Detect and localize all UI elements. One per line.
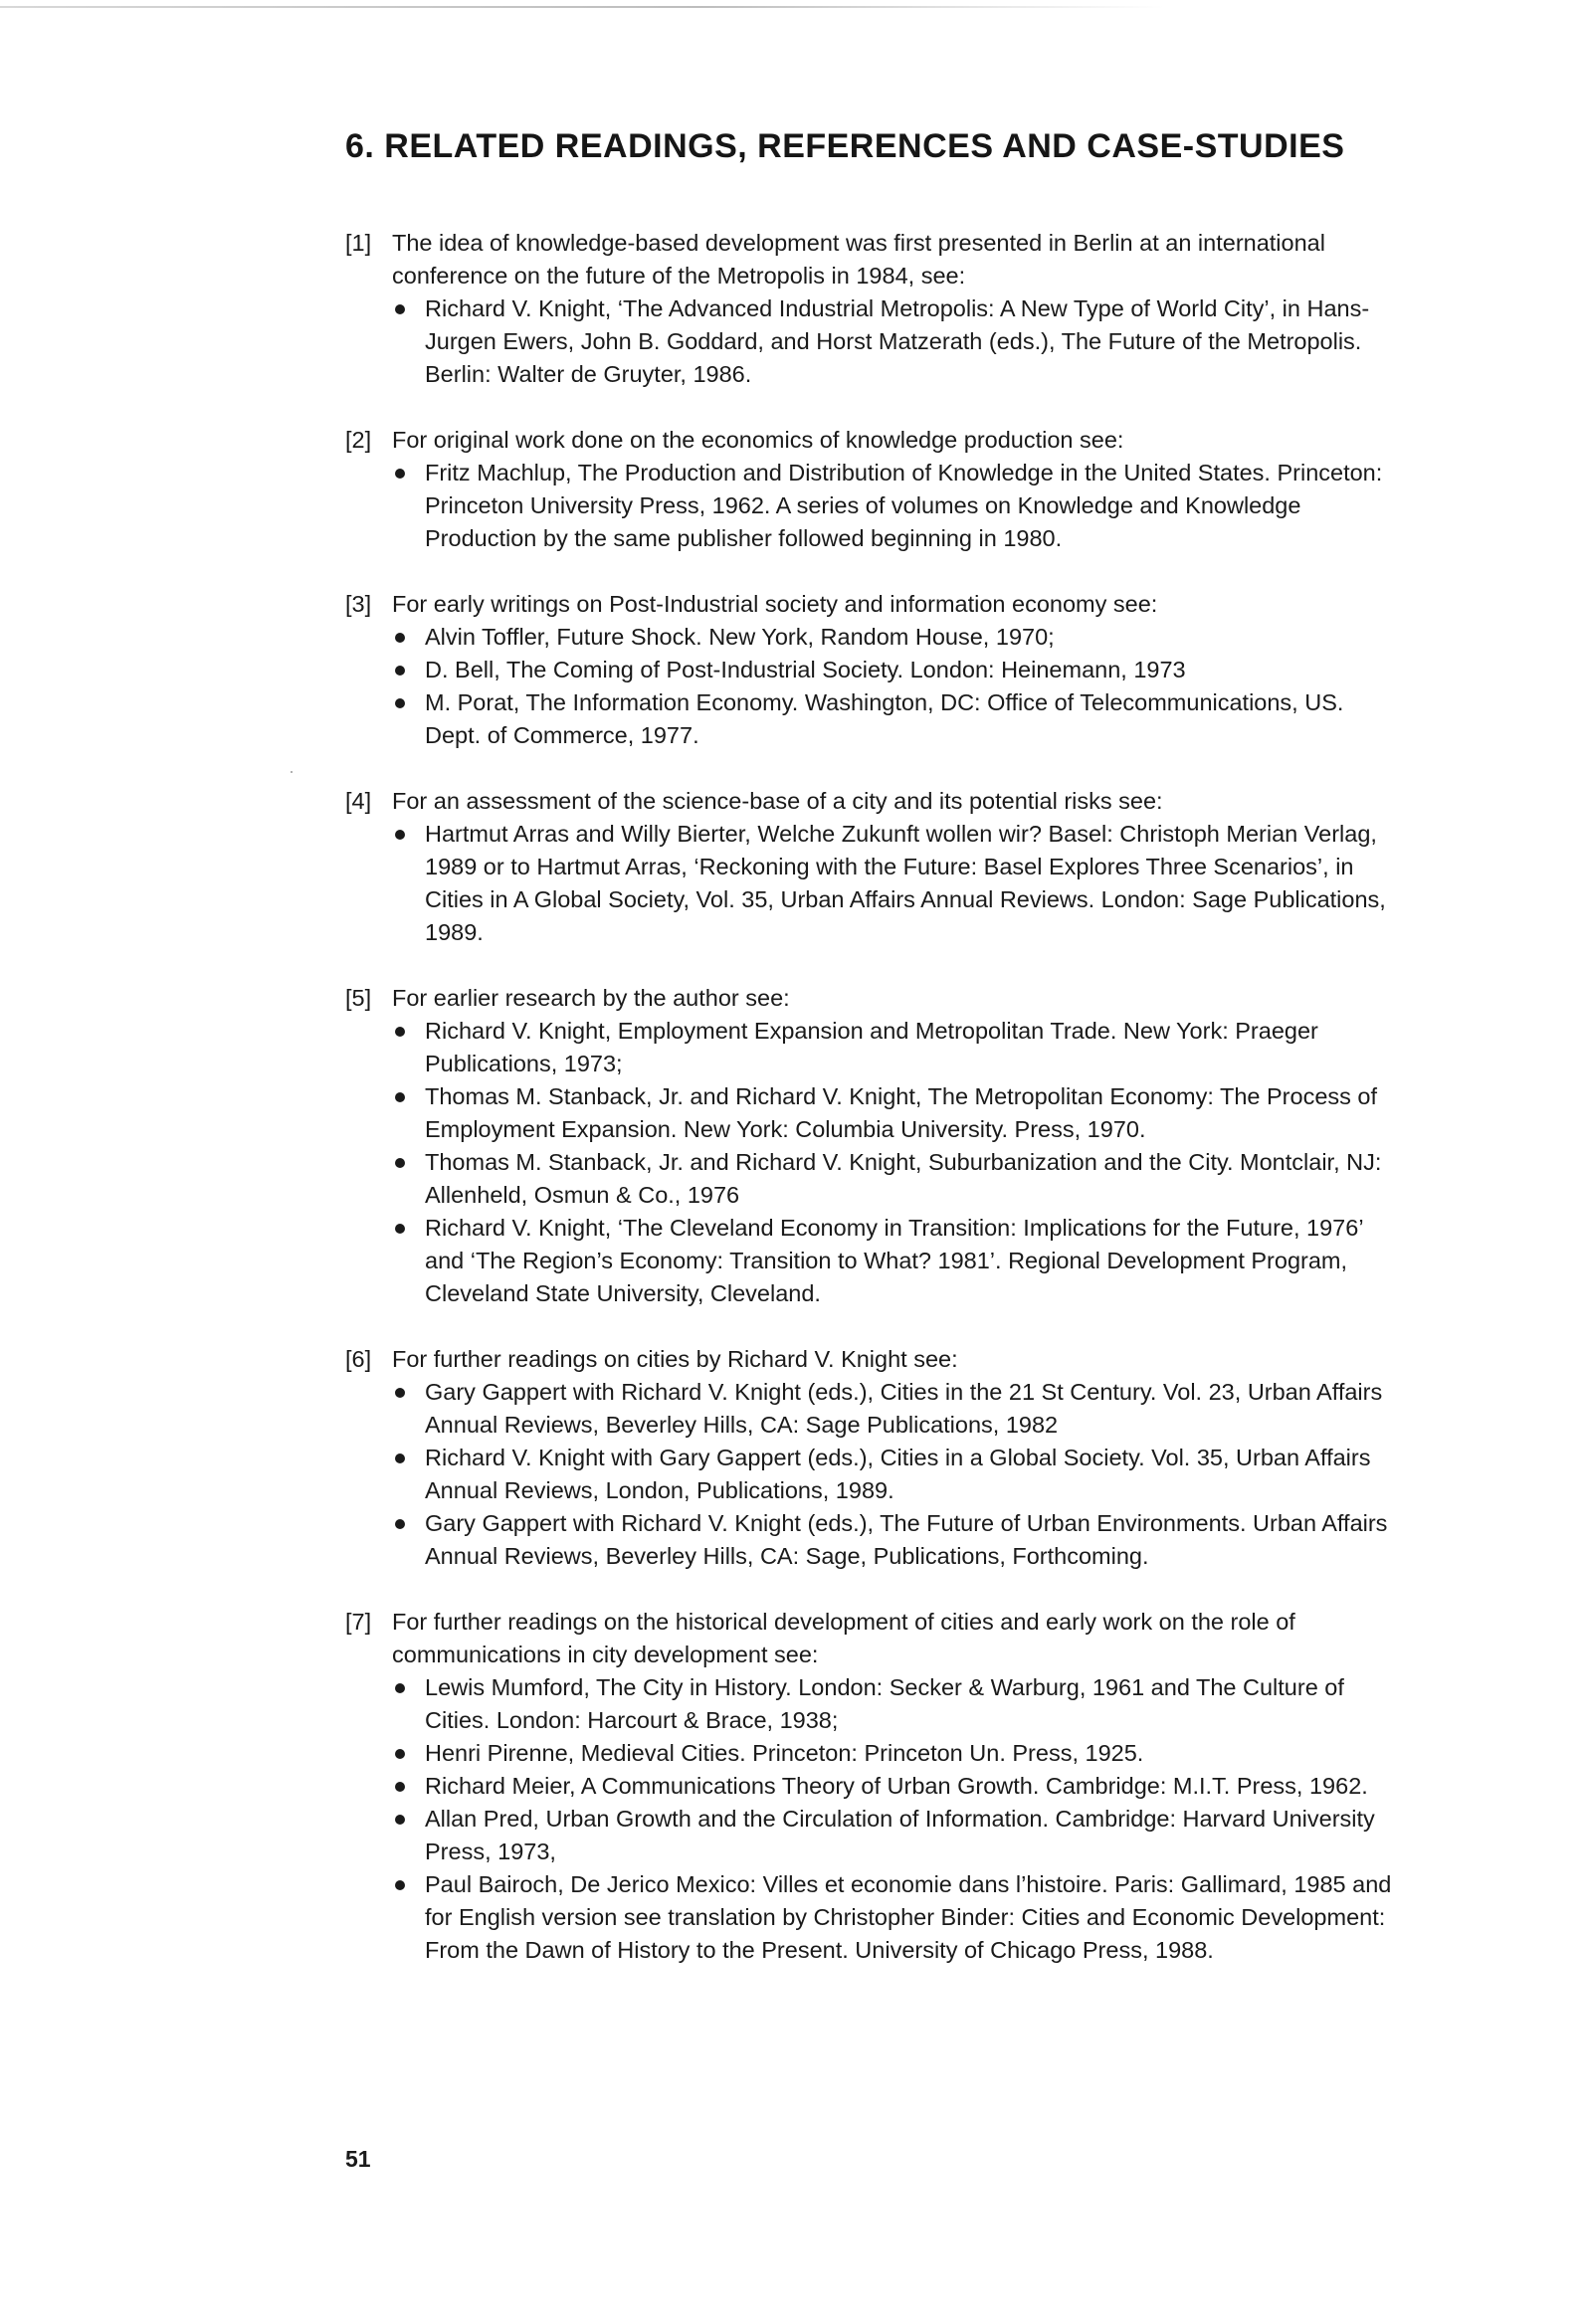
bullet-dot-icon — [395, 1815, 405, 1825]
reference-item-text: Richard V. Knight with Gary Gappert (eds.), Cities in a Global Society. Vol. 35, Urban Affairs Annual Reviews, London, Publications, 1989. — [425, 1445, 1371, 1503]
reference-number: [3] — [345, 591, 372, 617]
bullet-dot-icon — [395, 1782, 405, 1792]
reference-list — [392, 818, 1400, 949]
bullet-dot-icon — [395, 1092, 405, 1102]
reference-item-text: M. Porat, The Information Economy. Washington, DC: Office of Telecommunications, US. Dept. of Commerce, 1977. — [425, 689, 1344, 748]
reference-intro: For further readings on cities by Richard V. Knight see: — [392, 1346, 958, 1372]
reference-intro: For original work done on the economics of knowledge production see: — [392, 427, 1124, 453]
reference-item — [392, 1376, 1400, 1442]
reference-item — [392, 654, 1400, 686]
reference-entry — [345, 1606, 1400, 1967]
reference-item — [392, 686, 1400, 752]
reference-entry — [345, 424, 1400, 555]
bullet-dot-icon — [395, 1453, 405, 1463]
reference-list — [392, 1376, 1400, 1573]
bullet-dot-icon — [395, 1158, 405, 1168]
bullet-dot-icon — [395, 1027, 405, 1037]
reference-item-text: Allan Pred, Urban Growth and the Circulation of Information. Cambridge: Harvard University Press, 1973, — [425, 1806, 1375, 1864]
reference-list — [392, 292, 1400, 391]
reference-item-text: Richard V. Knight, ‘The Advanced Industrial Metropolis: A New Type of World City’, in Hans-Jurgen Ewers, John B. Goddard, and Horst Matzerath (eds.), The Future of the Metropolis. Berlin: Walter de Gruyter, 1986. — [425, 295, 1370, 387]
reference-number: [6] — [345, 1346, 372, 1372]
reference-number: [4] — [345, 788, 372, 814]
page-number: 51 — [345, 2146, 371, 2172]
reference-item — [392, 1671, 1400, 1737]
reference-list — [392, 1671, 1400, 1967]
bullet-dot-icon — [395, 1749, 405, 1759]
bullet-dot-icon — [395, 830, 405, 840]
reference-intro: The idea of knowledge-based development was first presented in Berlin at an international conference on the future of the Metropolis in 1984, see: — [392, 230, 1325, 289]
reference-intro: For early writings on Post-Industrial society and information economy see: — [392, 591, 1158, 617]
reference-item-text: Lewis Mumford, The City in History. London: Secker & Warburg, 1961 and The Culture of Cities. London: Harcourt & Brace, 1938; — [425, 1674, 1344, 1733]
reference-entry — [345, 785, 1400, 949]
reference-number: [1] — [345, 230, 372, 256]
reference-item-text: Gary Gappert with Richard V. Knight (eds.), The Future of Urban Environments. Urban Affairs Annual Reviews, Beverley Hills, CA: Sage, Publications, Forthcoming. — [425, 1510, 1388, 1569]
reference-item — [392, 621, 1400, 654]
reference-item — [392, 1770, 1400, 1803]
reference-item-text: Richard V. Knight, Employment Expansion and Metropolitan Trade. New York: Praeger Publications, 1973; — [425, 1018, 1318, 1076]
reference-number: [5] — [345, 985, 372, 1011]
reference-item — [392, 1803, 1400, 1868]
reference-intro: For an assessment of the science-base of a city and its potential risks see: — [392, 788, 1163, 814]
reference-item — [392, 1015, 1400, 1080]
scan-speck — [291, 771, 293, 773]
reference-item — [392, 1868, 1400, 1967]
reference-entry — [345, 1343, 1400, 1573]
reference-item — [392, 1146, 1400, 1212]
reference-item — [392, 1737, 1400, 1770]
bullet-dot-icon — [395, 1519, 405, 1529]
reference-item-text: Richard Meier, A Communications Theory of Urban Growth. Cambridge: M.I.T. Press, 1962. — [425, 1773, 1368, 1799]
reference-item-text: Thomas M. Stanback, Jr. and Richard V. Knight, Suburbanization and the City. Montclair, NJ: Allenheld, Osmun & Co., 1976 — [425, 1149, 1382, 1208]
reference-item-text: Alvin Toffler, Future Shock. New York, Random House, 1970; — [425, 624, 1055, 650]
reference-item — [392, 1442, 1400, 1507]
reference-list — [392, 1015, 1400, 1310]
bullet-dot-icon — [395, 633, 405, 643]
reference-item-text: Fritz Machlup, The Production and Distribution of Knowledge in the United States. Princeton: Princeton University Press, 1962. A series of volumes on Knowledge and Knowledge Production by the same publisher followed beginning in 1980. — [425, 460, 1383, 551]
bullet-dot-icon — [395, 1224, 405, 1234]
bullet-dot-icon — [395, 1880, 405, 1890]
reference-item-text: Paul Bairoch, De Jerico Mexico: Villes et economie dans l’histoire. Paris: Gallimard, 1985 and for English version see translation by Christopher Binder: Cities and Economic Development: From the Dawn of History to the Present. University of Chicago Press, 1988. — [425, 1871, 1392, 1963]
bullet-dot-icon — [395, 666, 405, 676]
reference-item — [392, 1507, 1400, 1573]
reference-number: [2] — [345, 427, 372, 453]
reference-list — [392, 457, 1400, 555]
reference-item — [392, 1212, 1400, 1310]
reference-item-text: Gary Gappert with Richard V. Knight (eds.), Cities in the 21 St Century. Vol. 23, Urban Affairs Annual Reviews, Beverley Hills, CA: Sage Publications, 1982 — [425, 1379, 1383, 1438]
reference-list — [392, 621, 1400, 752]
reference-item-text: Hartmut Arras and Willy Bierter, Welche Zukunft wollen wir? Basel: Christoph Merian Verlag, 1989 or to Hartmut Arras, ‘Reckoning with the Future: Basel Explores Three Scenarios’, in Cities in A Global Society, Vol. 35, Urban Affairs Annual Reviews. London: Sage Publications, 1989. — [425, 821, 1386, 945]
page-top-edge-rule — [0, 6, 1164, 8]
reference-item-text: Thomas M. Stanback, Jr. and Richard V. Knight, The Metropolitan Economy: The Process of Employment Expansion. New York: Columbia University. Press, 1970. — [425, 1083, 1378, 1142]
bullet-dot-icon — [395, 304, 405, 314]
reference-item-text: Richard V. Knight, ‘The Cleveland Economy in Transition: Implications for the Future, 1976’ and ‘The Region’s Economy: Transition to What? 1981’. Regional Development Program, Cleveland State University, Cleveland. — [425, 1215, 1363, 1306]
bullet-dot-icon — [395, 469, 405, 479]
reference-intro: For further readings on the historical development of cities and early work on the role of communications in city development see: — [392, 1609, 1295, 1667]
bullet-dot-icon — [395, 1683, 405, 1693]
reference-item-text: Henri Pirenne, Medieval Cities. Princeton: Princeton Un. Press, 1925. — [425, 1740, 1144, 1766]
reference-intro: For earlier research by the author see: — [392, 985, 790, 1011]
reference-item — [392, 292, 1400, 391]
bullet-dot-icon — [395, 1388, 405, 1398]
references-section — [345, 227, 1400, 2000]
reference-item — [392, 1080, 1400, 1146]
reference-item — [392, 818, 1400, 949]
reference-entry — [345, 227, 1400, 391]
reference-item-text: D. Bell, The Coming of Post-Industrial Society. London: Heinemann, 1973 — [425, 657, 1186, 682]
reference-number: [7] — [345, 1609, 372, 1635]
page-title: 6. RELATED READINGS, REFERENCES AND CASE-STUDIES — [345, 127, 1345, 165]
reference-item — [392, 457, 1400, 555]
reference-entry — [345, 982, 1400, 1310]
bullet-dot-icon — [395, 698, 405, 708]
reference-entry — [345, 588, 1400, 752]
